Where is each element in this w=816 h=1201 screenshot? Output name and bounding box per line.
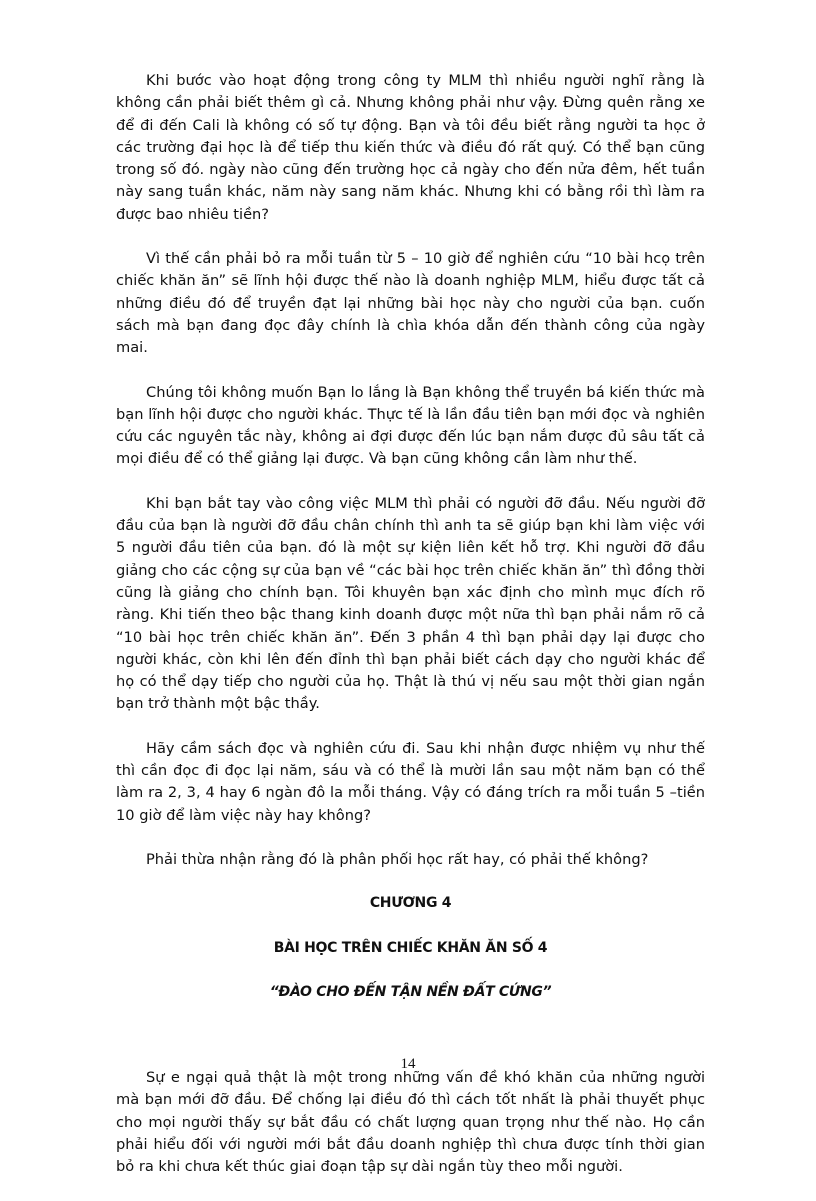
closing-paragraph: Sự e ngại quả thật là một trong những vấn đề khó khăn của những người mà bạn mới đỡ đầu. Để chống lại điều đó thì cách tốt nhất là phải thuyết phục cho mọi người thấy sự bắt đầu có chất lượng quan trọng như thế nào. Họ cần phải hiểu đối với người mới bắt đầu doanh nghiệp thì chưa được tính thời gian bỏ ra khi chưa kết thúc giai đoạn tập sự dài ngắn tùy theo mỗi người.: [116, 1069, 705, 1176]
document-page: [116, 70, 705, 1201]
body-paragraph-3: Chúng tôi không muốn Bạn lo lắng là Bạn không thể truyền bá kiến thức mà bạn lĩnh hội được cho người khác. Thực tế là lần đầu tiên bạn mới đọc và nghiên cứu các nguyên tắc này, không ai đợi được đến lúc bạn nắm được đủ sâu tất cả mọi điều để có thể giảng lại được. Và bạn cũng không cần làm như thế.: [116, 383, 705, 468]
body-paragraph-2: Vì thế cần phải bỏ ra mỗi tuần từ 5 – 10 giờ để nghiên cứu “10 bài hcọ trên chiếc khăn ăn” sẽ lĩnh hội được thế nào là doanh nghiệp MLM, hiểu được tất cả những điều đó để truyền đạt lại những bài học này cho người của bạn. cuốn sách mà bạn đang đọc đây chính là chìa khóa dẫn đến thành công của ngày mai.: [116, 250, 705, 357]
chapter-title: BÀI HỌC TRÊN CHIẾC KHĂN ĂN SỐ 4: [273, 939, 548, 956]
body-paragraph-6: Phải thừa nhận rằng đó là phân phối học rất hay, có phải thế không?: [146, 850, 649, 868]
chapter-number: CHƯƠNG 4: [369, 895, 452, 912]
body-paragraph-1: Khi bước vào hoạt động trong công ty MLM thì nhiều người nghĩ rằng là không cần phải biết thêm gì cả. Nhưng không phải như vậy. Đừng quên rằng xe để đi đến Cali là không có số tự động. Bạn và tôi đều biết rằng người ta học ở các trường đại học là để tiếp thu kiến thức và điều đó rất quý. Có thể bạn cũng trong số đó. ngày nào cũng đến trường học cả ngày cho đến nửa đêm, hết tuần này sang tuần khác, năm này sang năm khác. Nhưng khi có bằng rồi thì làm ra được bao nhiêu tiền?: [116, 72, 705, 223]
body-paragraph-4: Khi bạn bắt tay vào công việc MLM thì phải có người đỡ đầu. Nếu người đỡ đầu của bạn là người đỡ đầu chân chính thì anh ta sẽ giúp bạn khi làm việc với 5 người đầu tiên của bạn. đó là một sự kiện liên kết hỗ trợ. Khi người đỡ đầu giảng cho các cộng sự của bạn về “các bài học trên chiếc khăn ăn” thì đồng thời cũng là giảng cho chính bạn. Tôi khuyên bạn xác định cho mình mục đích rõ ràng. Khi tiến theo bậc thang kinh doanh được một nữa thì bạn phải nắm rõ cả “10 bài học trên chiếc khăn ăn”. Đến 3 phần 4 thì bạn phải dạy lại được cho người khác, còn khi lên đến đỉnh thì bạn phải biết cách dạy cho người khác để họ có thể dạy tiếp cho người của họ. Thật là thú vị nếu sau một thời gian ngắn bạn trở thành một bậc thầy.: [116, 494, 705, 713]
body-paragraph-5: Hãy cầm sách đọc và nghiên cứu đi. Sau khi nhận được nhiệm vụ như thế thì cần đọc đi đọc lại năm, sáu và có thể là mười lần sau một năm bạn có thể làm ra 2, 3, 4 hay 6 ngàn đô la mỗi tháng. Vậy có đáng trích ra mỗi tuần 5 –tiền 10 giờ để làm việc này hay không?: [116, 739, 705, 824]
page-number: 14: [400, 1056, 416, 1072]
chapter-subtitle: “ĐÀO CHO ĐẾN TẬN NỀN ĐẤT CỨNG”: [269, 983, 552, 1000]
